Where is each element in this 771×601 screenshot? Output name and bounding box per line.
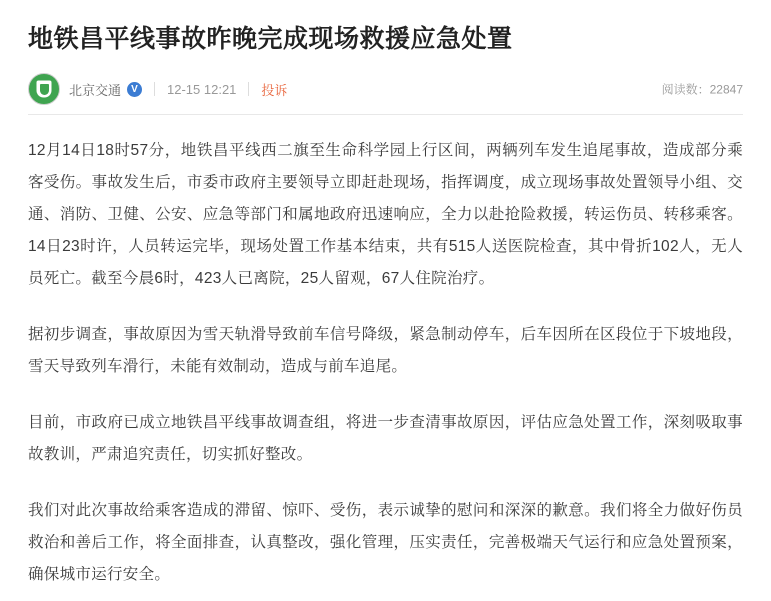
- article-body: [28, 115, 743, 591]
- article-paragraph: 据初步调查，事故原因为雪天轨滑导致前车信号降级，紧急制动停车，后车因所在区段位于下坡地段，雪天导致列车滑行，未能有效制动，造成与前车追尾。: [28, 326, 743, 375]
- shield-inner-icon: [40, 84, 49, 95]
- meta-divider-2: [248, 82, 249, 96]
- article-paragraph: 12月14日18时57分，地铁昌平线西二旗至生命科学园上行区间，两辆列车发生追尾事故，造成部分乘客受伤。事故发生后，市委市政府主要领导立即赶赴现场，指挥调度，成立现场事故处置领导小组、交通、消防、卫健、公安、应急等部门和属地政府迅速响应，全力以赴抢险救援，转运伤员、转移乘客。14日23时许，人员转运完毕，现场处置工作基本结束，共有515人送医院检查，其中骨折102人，无人员死亡。截至今晨6时，423人已离院，25人留观，67人住院治疗。: [28, 142, 743, 287]
- article-meta: [28, 66, 743, 112]
- page-title: 地铁昌平线事故昨晚完成现场救援应急处置: [28, 25, 513, 53]
- article-paragraph: 目前，市政府已成立地铁昌平线事故调查组，将进一步查清事故原因，评估应急处置工作，深刻吸取事故教训，严肃追究责任，切实抓好整改。: [28, 414, 743, 463]
- avatar[interactable]: [28, 73, 60, 105]
- report-link[interactable]: 投诉: [261, 82, 288, 98]
- source-name[interactable]: 北京交通: [69, 82, 122, 98]
- article-paragraph: 我们对此次事故给乘客造成的滞留、惊吓、受伤，表示诚挚的慰问和深深的歉意。我们将全力做好伤员救治和善后工作，将全面排查，认真整改，强化管理，压实责任，完善极端天气运行和应急处置预案，确保城市运行安全。: [28, 502, 743, 583]
- shield-icon: [37, 81, 52, 98]
- read-count: 阅读数：22847: [661, 82, 743, 97]
- verified-badge-icon: V: [127, 82, 142, 97]
- meta-divider-1: [154, 82, 155, 96]
- timestamp: 12-15 12:21: [167, 81, 237, 97]
